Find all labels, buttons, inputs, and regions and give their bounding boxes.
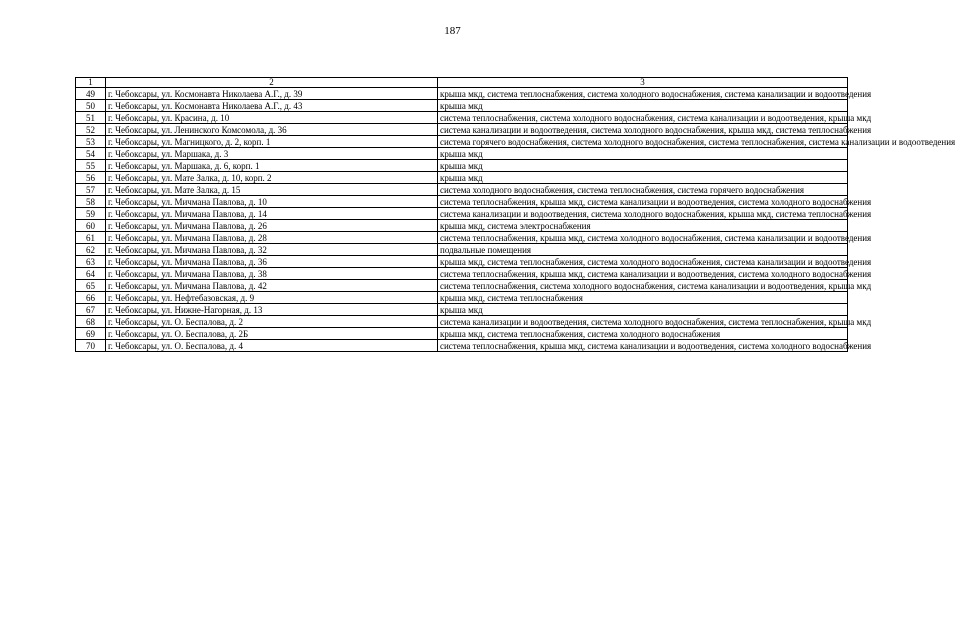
housing-repair-table [75, 77, 955, 352]
row-address: г. Чебоксары, ул. Космонавта Николаева А.Г., д. 43 [106, 100, 438, 112]
row-works: система канализации и водоотведения, система холодного водоснабжения, крыша мкд, система теплоснабжения [438, 124, 848, 136]
row-works: крыша мкд [438, 304, 848, 316]
row-works: крыша мкд [438, 148, 848, 160]
row-number: 53 [76, 136, 106, 148]
row-number: 58 [76, 196, 106, 208]
table-row [76, 232, 848, 244]
row-number: 51 [76, 112, 106, 124]
row-works: система теплоснабжения, крыша мкд, система канализации и водоотведения, система холодного водоснабжения [438, 340, 848, 352]
table-row [76, 136, 848, 148]
row-number: 70 [76, 340, 106, 352]
table-row [76, 328, 848, 340]
table-row [76, 88, 848, 100]
row-address: г. Чебоксары, ул. Мичмана Павлова, д. 36 [106, 256, 438, 268]
row-address: г. Чебоксары, ул. Маршака, д. 3 [106, 148, 438, 160]
row-address: г. Чебоксары, ул. Мичмана Павлова, д. 14 [106, 208, 438, 220]
row-address: г. Чебоксары, ул. Мичмана Павлова, д. 32 [106, 244, 438, 256]
row-works: система теплоснабжения, крыша мкд, система канализации и водоотведения, система холодного водоснабжения [438, 196, 848, 208]
table-row [76, 148, 848, 160]
table-row [76, 268, 848, 280]
row-number: 69 [76, 328, 106, 340]
row-number: 52 [76, 124, 106, 136]
column-header-address: 2 [106, 78, 438, 88]
table-row [76, 244, 848, 256]
row-number: 66 [76, 292, 106, 304]
row-address: г. Чебоксары, ул. Мичмана Павлова, д. 28 [106, 232, 438, 244]
row-address: г. Чебоксары, ул. О. Беспалова, д. 2 [106, 316, 438, 328]
table-row [76, 124, 848, 136]
row-address: г. Чебоксары, ул. Маршака, д. 6, корп. 1 [106, 160, 438, 172]
row-number: 55 [76, 160, 106, 172]
row-number: 64 [76, 268, 106, 280]
row-address: г. Чебоксары, ул. Космонавта Николаева А.Г., д. 39 [106, 88, 438, 100]
row-number: 62 [76, 244, 106, 256]
row-works: крыша мкд, система теплоснабжения, система холодного водоснабжения [438, 328, 848, 340]
row-works: крыша мкд, система теплоснабжения, система холодного водоснабжения, система канализации и водоотведения [438, 256, 848, 268]
row-number: 61 [76, 232, 106, 244]
row-works: крыша мкд [438, 100, 848, 112]
row-number: 60 [76, 220, 106, 232]
header-row [76, 78, 848, 88]
row-works: система канализации и водоотведения, система холодного водоснабжения, система теплоснабжения, крыша мкд [438, 316, 848, 328]
table-row [76, 316, 848, 328]
table-row [76, 112, 848, 124]
row-works: система теплоснабжения, крыша мкд, система канализации и водоотведения, система холодного водоснабжения [438, 268, 848, 280]
table-row [76, 160, 848, 172]
table-row [76, 304, 848, 316]
table-row [76, 220, 848, 232]
row-address: г. Чебоксары, ул. Нефтебазовская, д. 9 [106, 292, 438, 304]
row-works: крыша мкд, система теплоснабжения, система холодного водоснабжения, система канализации и водоотведения [438, 88, 848, 100]
row-number: 50 [76, 100, 106, 112]
column-header-number: 1 [76, 78, 106, 88]
row-works: крыша мкд [438, 160, 848, 172]
table-row [76, 340, 848, 352]
row-number: 57 [76, 184, 106, 196]
row-works: крыша мкд [438, 172, 848, 184]
row-address: г. Чебоксары, ул. Мичмана Павлова, д. 38 [106, 268, 438, 280]
column-header-works: 3 [438, 78, 848, 88]
row-works: система теплоснабжения, система холодного водоснабжения, система канализации и водоотведения, крыша мкд [438, 280, 848, 292]
row-address: г. Чебоксары, ул. Магницкого, д. 2, корп. 1 [106, 136, 438, 148]
row-works: система канализации и водоотведения, система холодного водоснабжения, крыша мкд, система теплоснабжения [438, 208, 848, 220]
row-works: крыша мкд, система теплоснабжения [438, 292, 848, 304]
row-address: г. Чебоксары, ул. Мичмана Павлова, д. 26 [106, 220, 438, 232]
row-address: г. Чебоксары, ул. Мичмана Павлова, д. 42 [106, 280, 438, 292]
row-number: 54 [76, 148, 106, 160]
row-number: 59 [76, 208, 106, 220]
row-works: крыша мкд, система электроснабжения [438, 220, 848, 232]
row-works: система горячего водоснабжения, система холодного водоснабжения, система теплоснабжения, система канализации и водоотведения [438, 136, 848, 148]
row-works: система теплоснабжения, крыша мкд, система холодного водоснабжения, система канализации и водоотведения [438, 232, 848, 244]
table-row [76, 196, 848, 208]
row-address: г. Чебоксары, ул. Мате Залка, д. 10, корп. 2 [106, 172, 438, 184]
row-address: г. Чебоксары, ул. О. Беспалова, д. 4 [106, 340, 438, 352]
table-row [76, 256, 848, 268]
row-number: 56 [76, 172, 106, 184]
row-works: система холодного водоснабжения, система теплоснабжения, система горячего водоснабжения [438, 184, 848, 196]
row-works: подвальные помещения [438, 244, 848, 256]
page-number: 187 [444, 25, 461, 37]
row-address: г. Чебоксары, ул. Мате Залка, д. 15 [106, 184, 438, 196]
row-works: система теплоснабжения, система холодного водоснабжения, система канализации и водоотведения, крыша мкд [438, 112, 848, 124]
table-row [76, 292, 848, 304]
table-row [76, 208, 848, 220]
row-address: г. Чебоксары, ул. Ленинского Комсомола, д. 36 [106, 124, 438, 136]
row-address: г. Чебоксары, ул. Красина, д. 10 [106, 112, 438, 124]
table-row [76, 184, 848, 196]
row-address: г. Чебоксары, ул. Мичмана Павлова, д. 10 [106, 196, 438, 208]
table-row [76, 172, 848, 184]
row-number: 68 [76, 316, 106, 328]
row-number: 65 [76, 280, 106, 292]
row-number: 67 [76, 304, 106, 316]
row-number: 63 [76, 256, 106, 268]
row-address: г. Чебоксары, ул. Нижне-Нагорная, д. 13 [106, 304, 438, 316]
table-row [76, 280, 848, 292]
row-number: 49 [76, 88, 106, 100]
row-address: г. Чебоксары, ул. О. Беспалова, д. 2Б [106, 328, 438, 340]
table-row [76, 100, 848, 112]
